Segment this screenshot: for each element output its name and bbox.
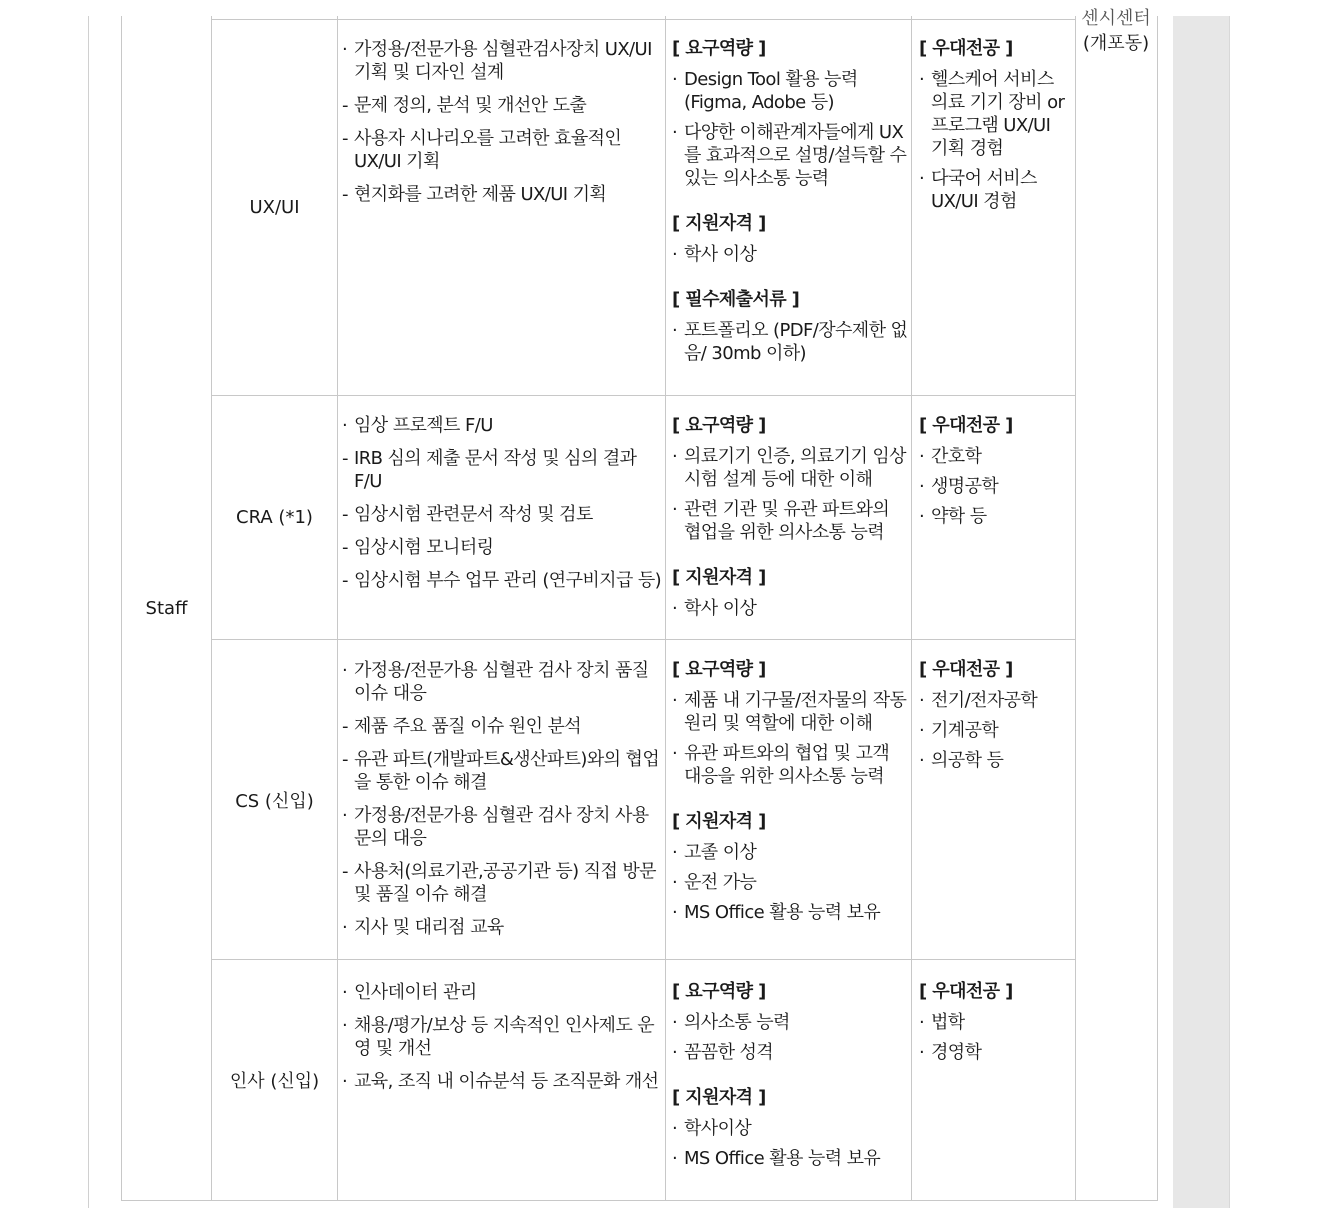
duty-item: - 문제 정의, 분석 및 개선안 도출 <box>342 95 587 116</box>
section-title: [ 필수제출서류 ] <box>672 289 800 310</box>
col-divider <box>911 16 912 1201</box>
req-section <box>672 414 910 544</box>
duty-item: · 교육, 조직 내 이슈분석 등 조직문화 개선 <box>342 1071 659 1092</box>
page-left-rule <box>88 16 89 1208</box>
table-border-bottom <box>121 1200 1158 1201</box>
pref-item: · 다국어 서비스 UX/UI 경험 <box>919 168 1037 212</box>
row-divider <box>211 639 1075 640</box>
col-divider <box>665 16 666 1201</box>
requirements <box>672 37 910 387</box>
duty-list <box>342 38 662 216</box>
req-item: · 제품 내 기구물/전자물의 작동원리 및 역할에 대한 이해 <box>672 690 907 734</box>
col-divider <box>1075 16 1076 1201</box>
pref-item: · 전기/전자공학 <box>919 690 1038 711</box>
section-title: [ 우대전공 ] <box>919 659 1013 680</box>
category-label: Staff <box>145 597 188 619</box>
row-divider <box>211 19 1075 20</box>
req-item: · 관련 기관 및 유관 파트와의 협업을 위한 의사소통 능력 <box>672 499 890 543</box>
job-title: UX/UI <box>249 197 300 218</box>
section-title: [ 요구역량 ] <box>672 981 766 1002</box>
location-partial-text: 센시센터 <box>1081 8 1151 29</box>
duty-item: · 지사 및 대리점 교육 <box>342 917 504 938</box>
table-border-right <box>1157 16 1158 1201</box>
duty-item: · 채용/평가/보상 등 지속적인 인사제도 운영 및 개선 <box>342 1015 655 1059</box>
section-title: [ 지원자격 ] <box>672 811 766 832</box>
job-title: CRA (*1) <box>236 507 313 528</box>
requirements <box>672 658 910 946</box>
duty-item: - 임상시험 관련문서 작성 및 검토 <box>342 504 593 525</box>
pref-item: · 의공학 등 <box>919 750 1004 771</box>
job-title-cell <box>212 396 337 639</box>
row-divider <box>211 395 1075 396</box>
req-section <box>672 566 910 620</box>
row-divider <box>211 959 1075 960</box>
job-table <box>121 8 1158 1201</box>
pref-item: · 약학 등 <box>919 506 987 527</box>
req-item: · 학사 이상 <box>672 598 757 619</box>
duty-item: · 임상 프로젝트 F/U <box>342 415 493 436</box>
duty-item: · 가정용/전문가용 심혈관검사장치 UX/UI 기획 및 디자인 설계 <box>342 39 652 83</box>
requirements <box>672 414 910 642</box>
page-right-gutter <box>1173 16 1229 1208</box>
section-title: [ 요구역량 ] <box>672 659 766 680</box>
preferred-majors <box>919 37 1069 220</box>
section-title: [ 우대전공 ] <box>919 38 1013 59</box>
duty-item: - 현지화를 고려한 제품 UX/UI 기획 <box>342 184 607 205</box>
duty-item: - 사용자 시나리오를 고려한 효율적인 UX/UI 기획 <box>342 128 622 172</box>
req-item: · Design Tool 활용 능력 (Figma, Adobe 등) <box>672 69 858 113</box>
location-text: (개포동) <box>1082 33 1150 54</box>
req-section <box>672 1086 910 1170</box>
req-item: · MS Office 활용 능력 보유 <box>672 902 881 923</box>
duty-item: · 가정용/전문가용 심혈관 검사 장치 사용 문의 대응 <box>342 805 649 849</box>
duty-item: - IRB 심의 제출 문서 작성 및 심의 결과 F/U <box>342 448 637 492</box>
category-cell <box>122 16 211 1200</box>
req-section <box>672 810 910 924</box>
pref-item: · 경영학 <box>919 1042 982 1063</box>
page-right-gutter-edge <box>1229 16 1230 1208</box>
pref-item: · 생명공학 <box>919 476 999 497</box>
req-item: · 다양한 이해관계자들에게 UX를 효과적으로 설명/설득할 수 있는 의사소통 능력 <box>672 122 907 189</box>
pref-item: · 헬스케어 서비스 의료 기기 장비 or 프로그램 UX/UI 기획 경험 <box>919 69 1065 159</box>
pref-item: · 기계공학 <box>919 720 999 741</box>
req-section <box>672 980 910 1064</box>
duty-list <box>342 981 662 1103</box>
req-item: · 학사이상 <box>672 1118 752 1139</box>
job-title: 인사 (신입) <box>229 1071 320 1092</box>
section-title: [ 지원자격 ] <box>672 213 766 234</box>
col-divider <box>337 16 338 1201</box>
req-item: · 의료기기 인증, 의료기기 임상시험 설계 등에 대한 이해 <box>672 446 906 490</box>
duty-item: · 가정용/전문가용 심혈관 검사 장치 품질 이슈 대응 <box>342 660 649 704</box>
req-section <box>672 658 910 788</box>
preferred-majors <box>919 658 1069 779</box>
section-title: [ 요구역량 ] <box>672 415 766 436</box>
req-section <box>672 37 910 190</box>
section-title: [ 지원자격 ] <box>672 1087 766 1108</box>
duty-item: - 유관 파트(개발파트&생산파트)와의 협업을 통한 이슈 해결 <box>342 749 660 793</box>
job-title-cell <box>212 640 337 959</box>
location-cell <box>1075 8 1157 56</box>
duty-item: - 사용처(의료기관,공공기관 등) 직접 방문 및 품질 이슈 해결 <box>342 861 656 905</box>
job-title-cell <box>212 20 337 395</box>
req-item: · 고졸 이상 <box>672 842 757 863</box>
preferred-majors <box>919 980 1069 1071</box>
req-section <box>672 288 910 365</box>
req-section <box>672 212 910 266</box>
req-item: · 유관 파트와의 협업 및 고객 대응을 위한 의사소통 능력 <box>672 743 890 787</box>
req-item: · 포트폴리오 (PDF/장수제한 없음/ 30mb 이하) <box>672 320 908 364</box>
pref-item: · 법학 <box>919 1012 965 1033</box>
requirements <box>672 980 910 1192</box>
section-title: [ 우대전공 ] <box>919 981 1013 1002</box>
pref-item: · 간호학 <box>919 446 982 467</box>
section-title: [ 우대전공 ] <box>919 415 1013 436</box>
duty-item: · 인사데이터 관리 <box>342 982 477 1003</box>
req-item: · 학사 이상 <box>672 244 757 265</box>
job-title: CS (신입) <box>235 790 314 812</box>
section-title: [ 요구역량 ] <box>672 38 766 59</box>
req-item: · MS Office 활용 능력 보유 <box>672 1148 881 1169</box>
section-title: [ 지원자격 ] <box>672 567 766 588</box>
preferred-majors <box>919 414 1069 535</box>
req-item: · 의사소통 능력 <box>672 1012 790 1033</box>
duty-item: - 제품 주요 품질 이슈 원인 분석 <box>342 716 582 737</box>
duty-item: - 임상시험 모니터링 <box>342 537 494 558</box>
duty-list <box>342 414 662 602</box>
req-item: · 꼼꼼한 성격 <box>672 1042 774 1063</box>
req-item: · 운전 가능 <box>672 872 757 893</box>
duty-list <box>342 659 662 949</box>
job-title-cell <box>212 960 337 1200</box>
duty-item: - 임상시험 부수 업무 관리 (연구비지급 등) <box>342 570 662 591</box>
